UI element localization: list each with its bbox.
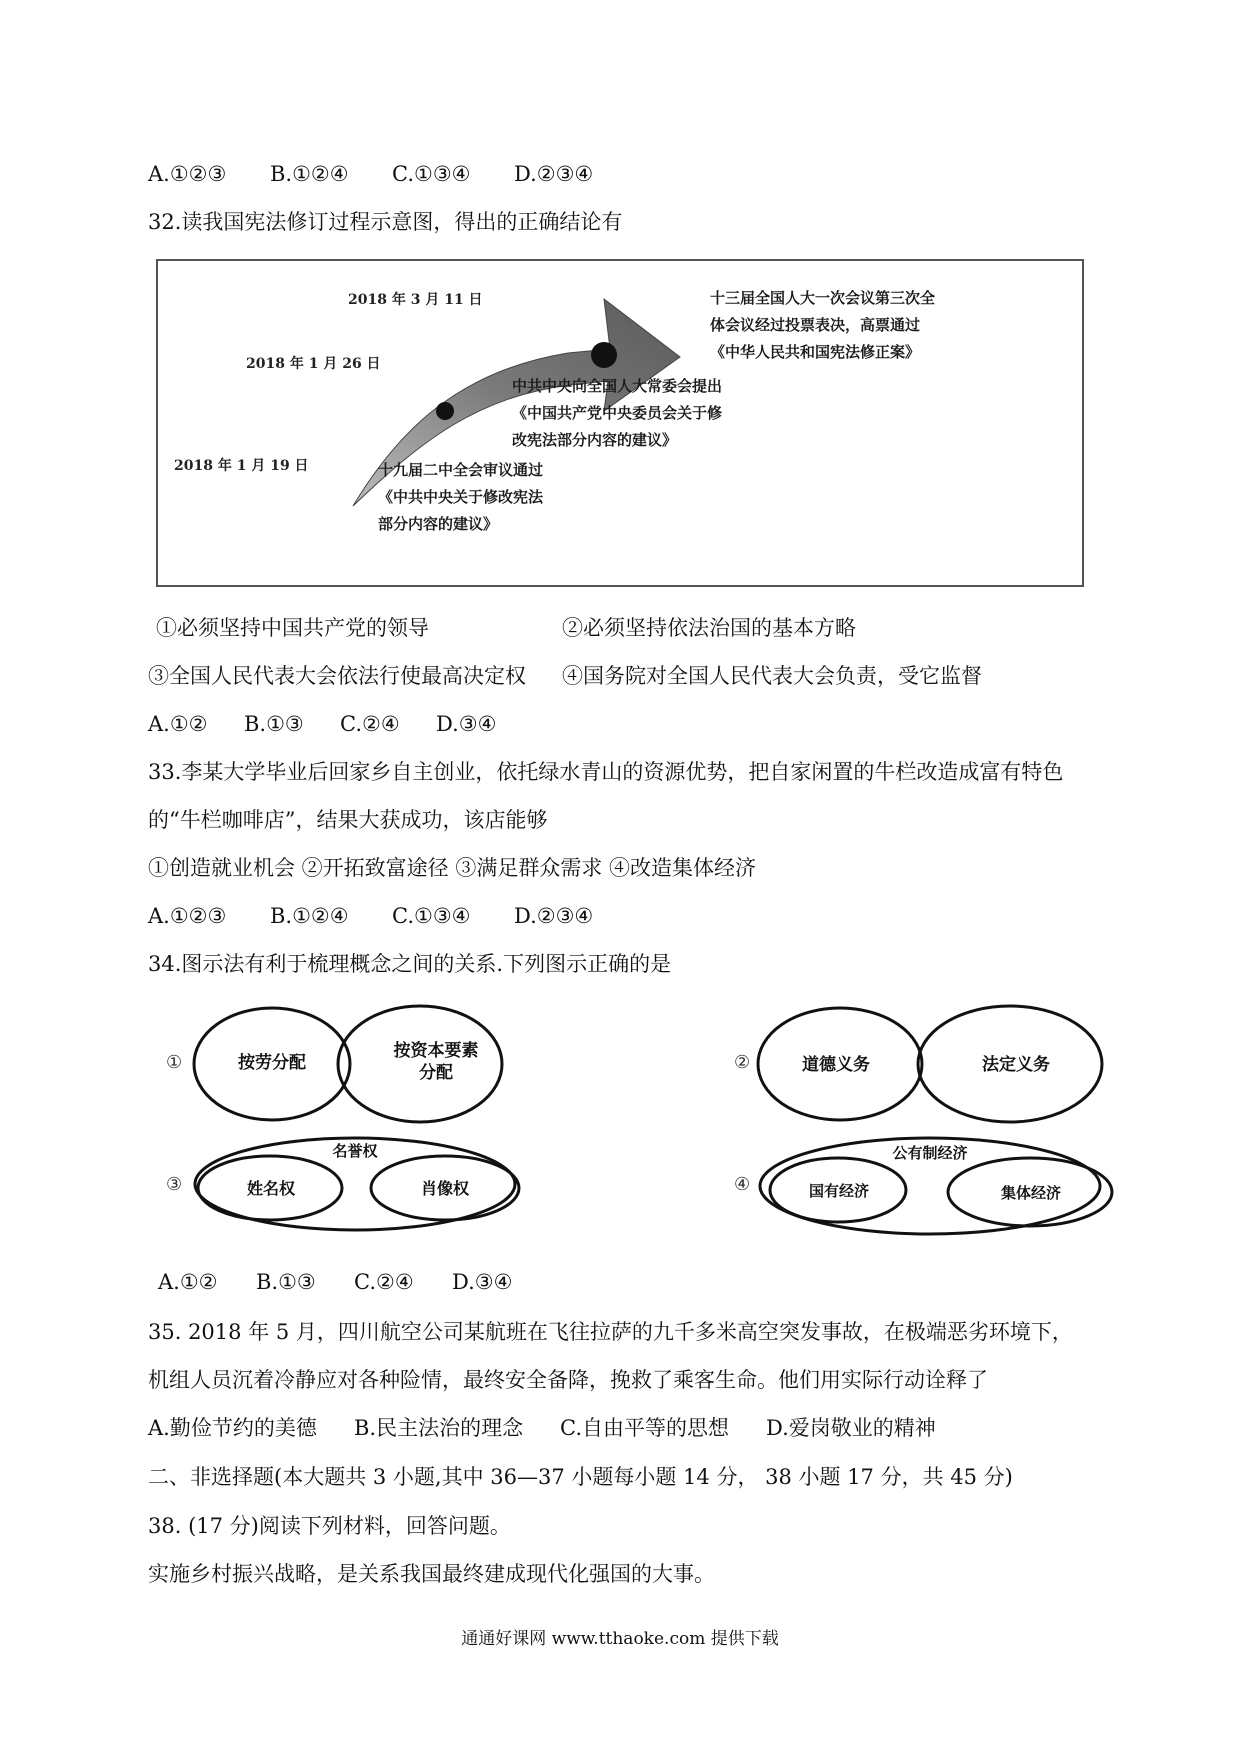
venn4-outer-label: 公有制经济 [892, 1144, 968, 1162]
venn4-number: ④ [734, 1174, 751, 1195]
event-cpc-proposal: 中共中央向全国人大常委会提出 《中国共产党中央委员会关于修 改宪法部分内容的建议》 [512, 377, 723, 449]
q33-options [148, 902, 593, 930]
q32-stmt-1: ①必须坚持中国共产党的领导 [156, 616, 429, 640]
venn3-inner-right-label: 肖像权 [420, 1179, 469, 1198]
q31-options [148, 160, 593, 188]
q33-stem-line-2: 的“牛栏咖啡店”，结果大获成功，该店能够 [148, 808, 548, 832]
q34-stem: 34.图示法有利于梳理概念之间的关系.下列图示正确的是 [148, 952, 672, 976]
q32-options [148, 710, 496, 738]
option-a: A.①② [158, 1270, 218, 1294]
venn2-left-label: 道德义务 [802, 1055, 870, 1075]
date-2018-01-19: 2018 年 1 月 19 日 [174, 458, 309, 474]
option-d: D.③④ [436, 712, 497, 736]
option-b: B.①③ [244, 712, 304, 736]
q32-stmt-2: ②必须坚持依法治国的基本方略 [562, 616, 856, 640]
option-d: D.②③④ [514, 162, 594, 186]
option-b: B.①③ [256, 1270, 316, 1294]
q34-options [158, 1268, 512, 1296]
q35-line-1: 35. 2018 年 5 月，四川航空公司某航班在飞往拉萨的九千多米高空突发事故，在极端恶劣环境下， [148, 1320, 1073, 1344]
venn1-right-label: 按资本要素 分配 [393, 1041, 479, 1083]
option-c: C.②④ [340, 712, 400, 736]
q32-stmt-3: ③全国人民代表大会依法行使最高决定权 [148, 664, 526, 688]
option-d: D.③④ [452, 1270, 513, 1294]
venn4-inner-left-label: 国有经济 [808, 1182, 869, 1200]
option-b: B.①②④ [270, 904, 349, 928]
option-a: A.①②③ [148, 162, 227, 186]
venn3-outer-label: 名誉权 [332, 1142, 378, 1160]
q33-statements: ①创造就业机会 ②开拓致富途径 ③满足群众需求 ④改造集体经济 [148, 856, 757, 880]
event-plenum-review: 十九届二中全会审议通过 《中共中央关于修改宪法 部分内容的建议》 [378, 461, 544, 533]
venn3-inner-left-label: 姓名权 [246, 1179, 295, 1198]
option-a: A.①② [148, 712, 208, 736]
q35-options [148, 1414, 936, 1442]
q32-stmt-4: ④国务院对全国人民代表大会负责，受它监督 [562, 664, 982, 688]
section-2-heading: 二、非选择题(本大题共 3 小题,其中 36—37 小题每小题 14 分， 38 小题 17 分，共 45 分) [148, 1465, 1013, 1489]
venn1-left-label: 按劳分配 [238, 1053, 306, 1073]
q33-stem-line-1: 33.李某大学毕业后回家乡自主创业，依托绿水青山的资源优势，把自家闲置的牛栏改造成富有特色 [148, 760, 1064, 784]
page-footer: 通通好课网 www.tthaoke.com 提供下载 [461, 1629, 779, 1649]
option-b: B.①②④ [270, 162, 349, 186]
option-d: D.爱岗敬业的精神 [766, 1416, 936, 1440]
constitution-amendment-figure [156, 259, 1084, 587]
option-c: C.②④ [354, 1270, 414, 1294]
q32-stem: 32.读我国宪法修订过程示意图，得出的正确结论有 [148, 210, 623, 234]
q38-stem: 38. (17 分)阅读下列材料，回答问题。 [148, 1514, 511, 1538]
option-d: D.②③④ [514, 904, 594, 928]
option-c: C.①③④ [392, 904, 471, 928]
venn-diagrams [0, 1000, 1240, 1260]
venn2-number: ② [734, 1052, 751, 1073]
q35-line-2: 机组人员沉着冷静应对各种险情，最终安全备降，挽救了乘客生命。他们用实际行动诠释了 [148, 1368, 988, 1392]
venn2-right-label: 法定义务 [982, 1055, 1050, 1075]
option-b: B.民主法治的理念 [354, 1416, 524, 1440]
option-c: C.①③④ [392, 162, 471, 186]
venn1-number: ① [166, 1052, 183, 1073]
date-2018-03-11: 2018 年 3 月 11 日 [348, 292, 483, 308]
event-npc-vote: 十三届全国人大一次会议第三次全 体会议经过投票表决，高票通过 《中华人民共和国宪法修正案》 [710, 289, 936, 361]
date-2018-01-26: 2018 年 1 月 26 日 [246, 356, 381, 372]
option-a: A.①②③ [148, 904, 227, 928]
venn3-number: ③ [166, 1174, 183, 1195]
timeline-dot-1 [591, 342, 617, 368]
q38-material: 实施乡村振兴战略，是关系我国最终建成现代化强国的大事。 [148, 1562, 715, 1586]
venn4-inner-right-label: 集体经济 [1000, 1184, 1061, 1202]
option-a: A.勤俭节约的美德 [148, 1416, 317, 1440]
timeline-dot-2 [436, 402, 454, 420]
option-c: C.自由平等的思想 [560, 1416, 729, 1440]
